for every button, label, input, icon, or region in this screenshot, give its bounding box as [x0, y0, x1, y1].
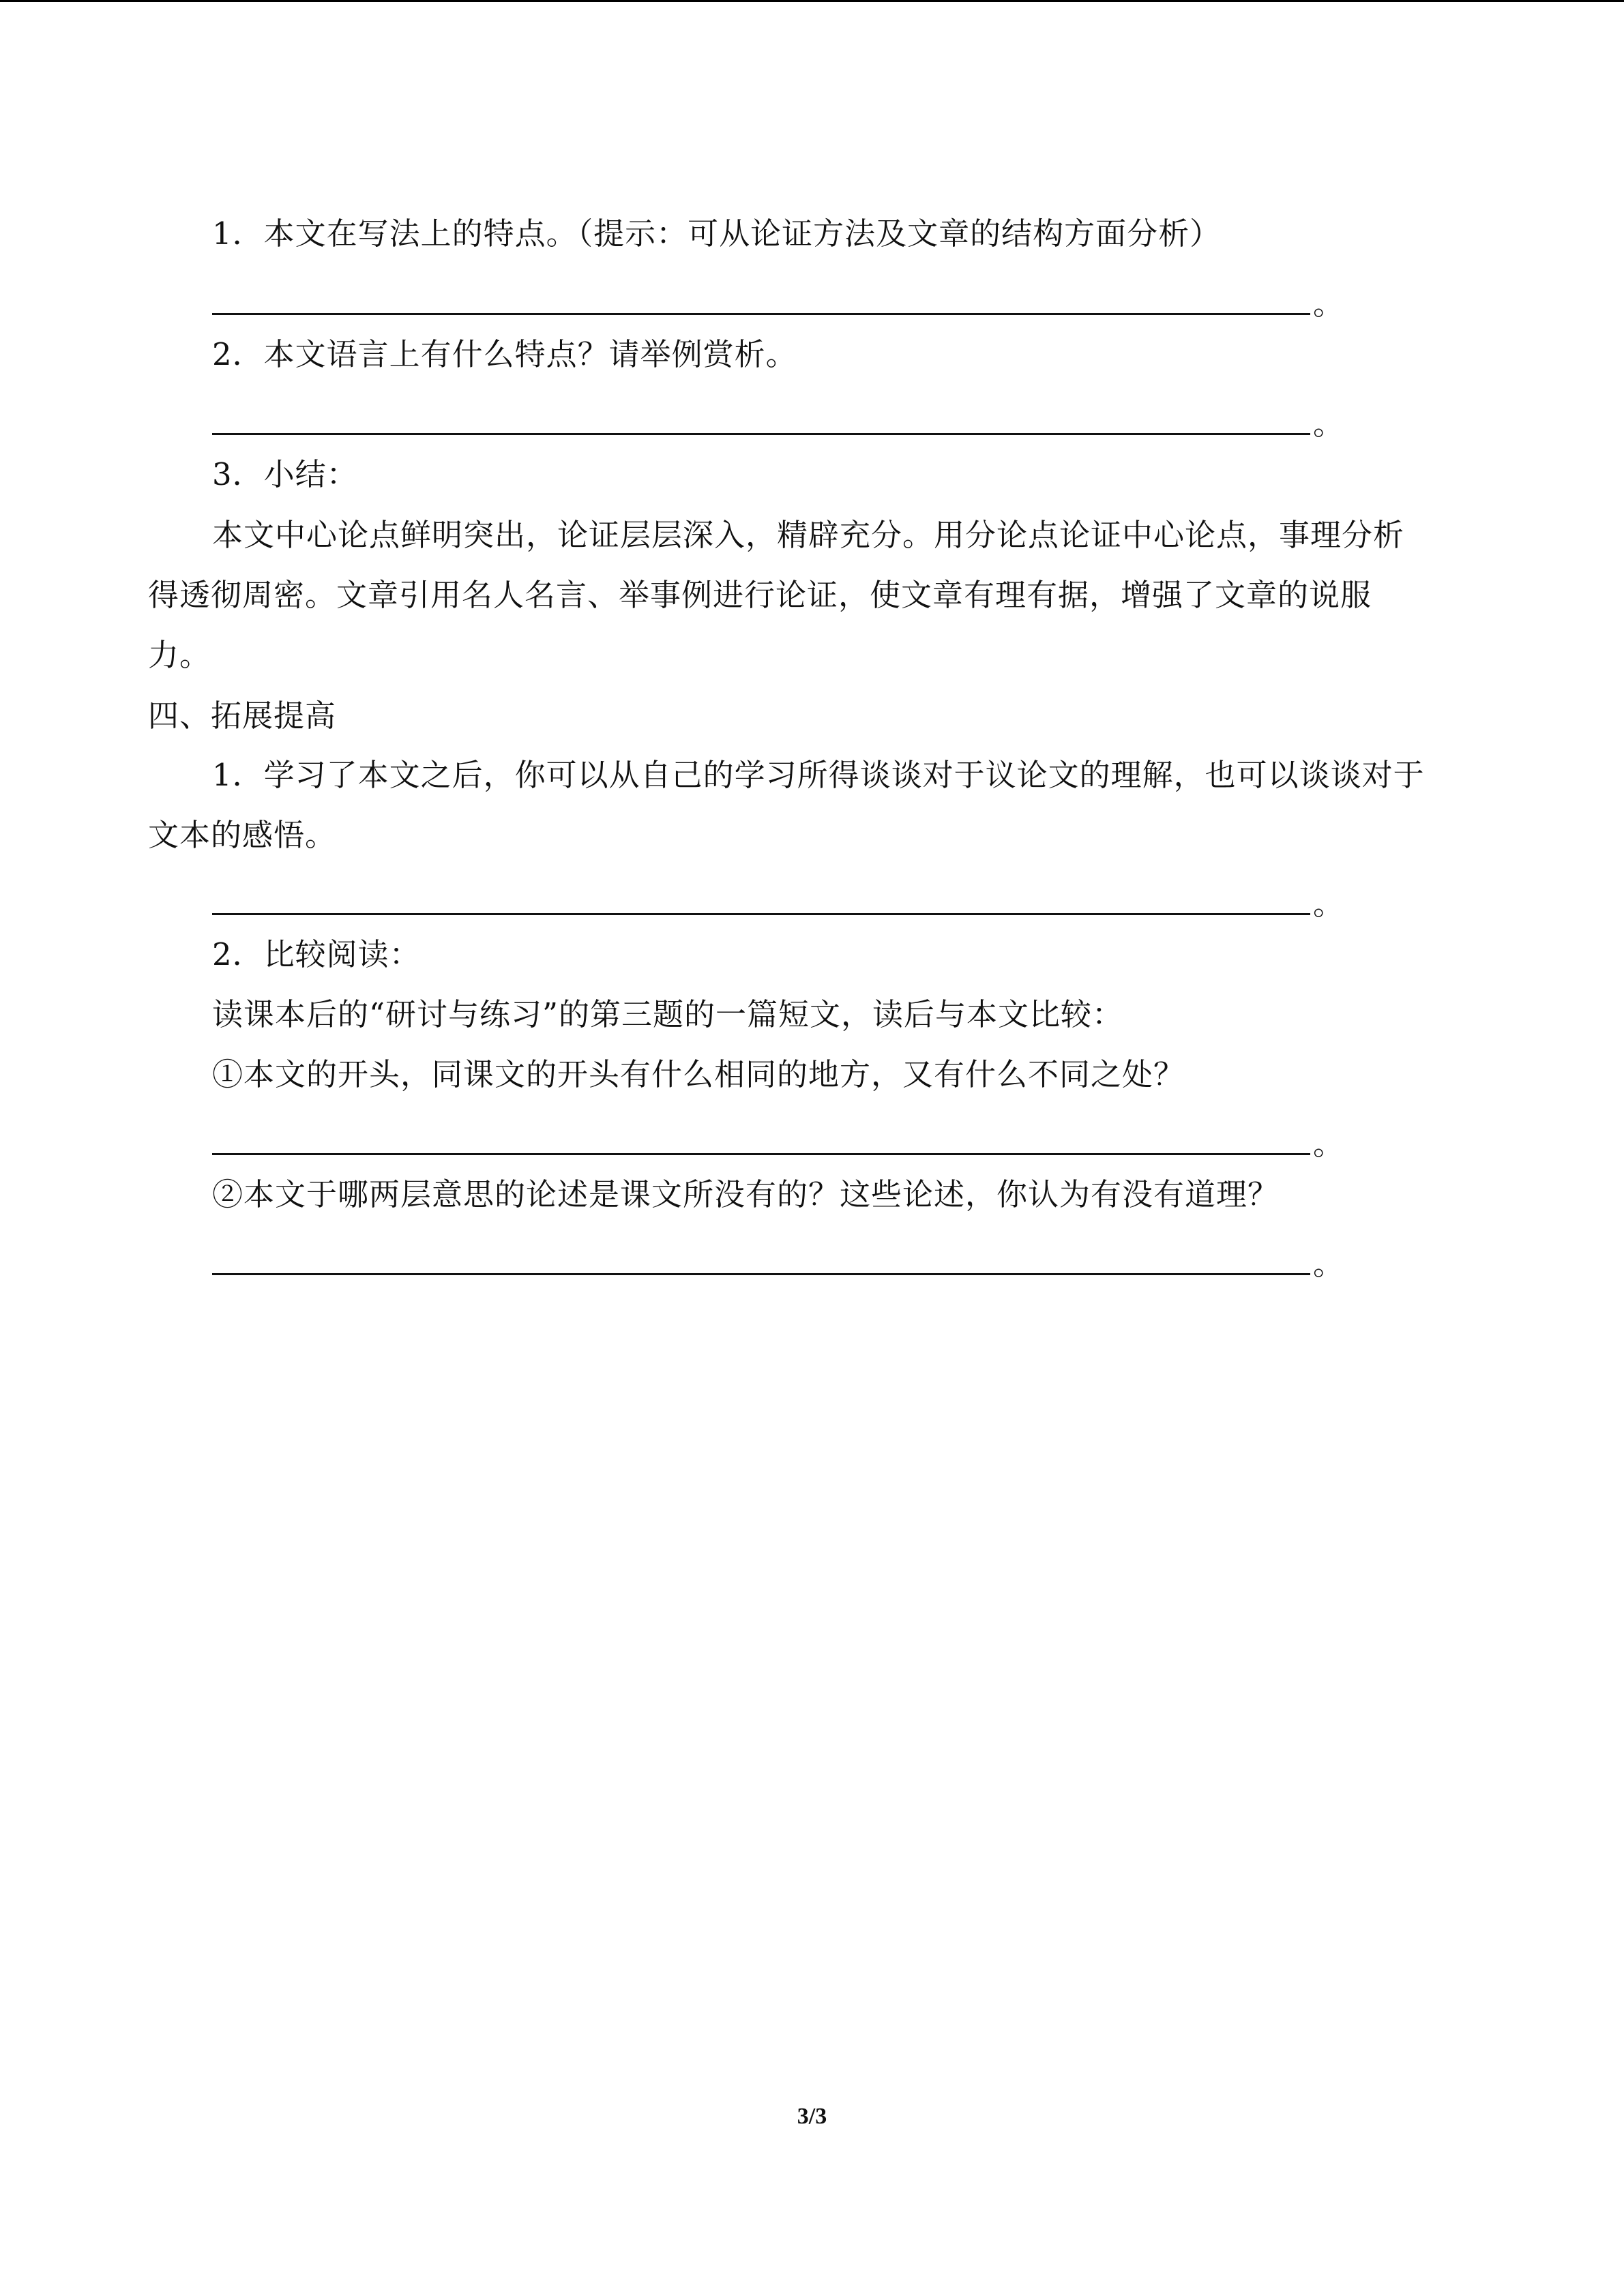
- comparison-subquestion-1: ①本文的开头，同课文的开头有什么相同的地方，又有什么不同之处？: [212, 1056, 1185, 1092]
- question-2: 2．本文语言上有什么特点？请举例赏析。: [212, 336, 797, 372]
- summary-line-1: 本文中心论点鲜明突出，论证层层深入，精辟充分。用分论点论证中心论点，事理分析: [212, 517, 1405, 553]
- answer-line-4[interactable]: [212, 1118, 1344, 1162]
- answer-underline: [212, 433, 1310, 435]
- answer-line-3[interactable]: [212, 878, 1344, 922]
- answer-end-mark: 。: [1313, 886, 1344, 922]
- answer-underline: [212, 1153, 1310, 1155]
- answer-underline: [212, 1273, 1310, 1275]
- answer-underline: [212, 313, 1310, 315]
- answer-line-5[interactable]: [212, 1238, 1344, 1282]
- answer-end-mark: 。: [1313, 406, 1344, 442]
- page-top-border: [0, 0, 1624, 2]
- summary-line-3: 力。: [148, 637, 211, 673]
- extension-question-1-line-1: 1．学习了本文之后，你可以从自己的学习所得谈谈对于议论文的理解，也可以谈谈对于: [212, 757, 1425, 793]
- extension-question-1-line-2: 文本的感悟。: [148, 817, 337, 853]
- comparison-instruction: 读课本后的“研讨与练习”的第三题的一篇短文，读后与本文比较：: [212, 996, 1124, 1032]
- question-3-summary-heading: 3．小结：: [212, 456, 358, 492]
- answer-end-mark: 。: [1313, 1126, 1344, 1162]
- answer-line-1[interactable]: [212, 278, 1344, 322]
- question-1: 1．本文在写法上的特点。（提示：可从论证方法及文章的结构方面分析）: [212, 215, 1222, 252]
- answer-underline: [212, 913, 1310, 915]
- summary-line-2: 得透彻周密。文章引用名人名言、举事例进行论证，使文章有理有据，增强了文章的说服: [148, 577, 1372, 613]
- answer-end-mark: 。: [1313, 286, 1344, 322]
- answer-line-2[interactable]: [212, 398, 1344, 442]
- comparison-subquestion-2: ②本文于哪两层意思的论述是课文所没有的？这些论述，你认为有没有道理？: [212, 1176, 1280, 1212]
- answer-end-mark: 。: [1313, 1246, 1344, 1282]
- extension-question-2: 2．比较阅读：: [212, 936, 421, 972]
- section-heading-extension: 四、拓展提高: [148, 698, 337, 734]
- page-number: 3/3: [797, 2104, 827, 2129]
